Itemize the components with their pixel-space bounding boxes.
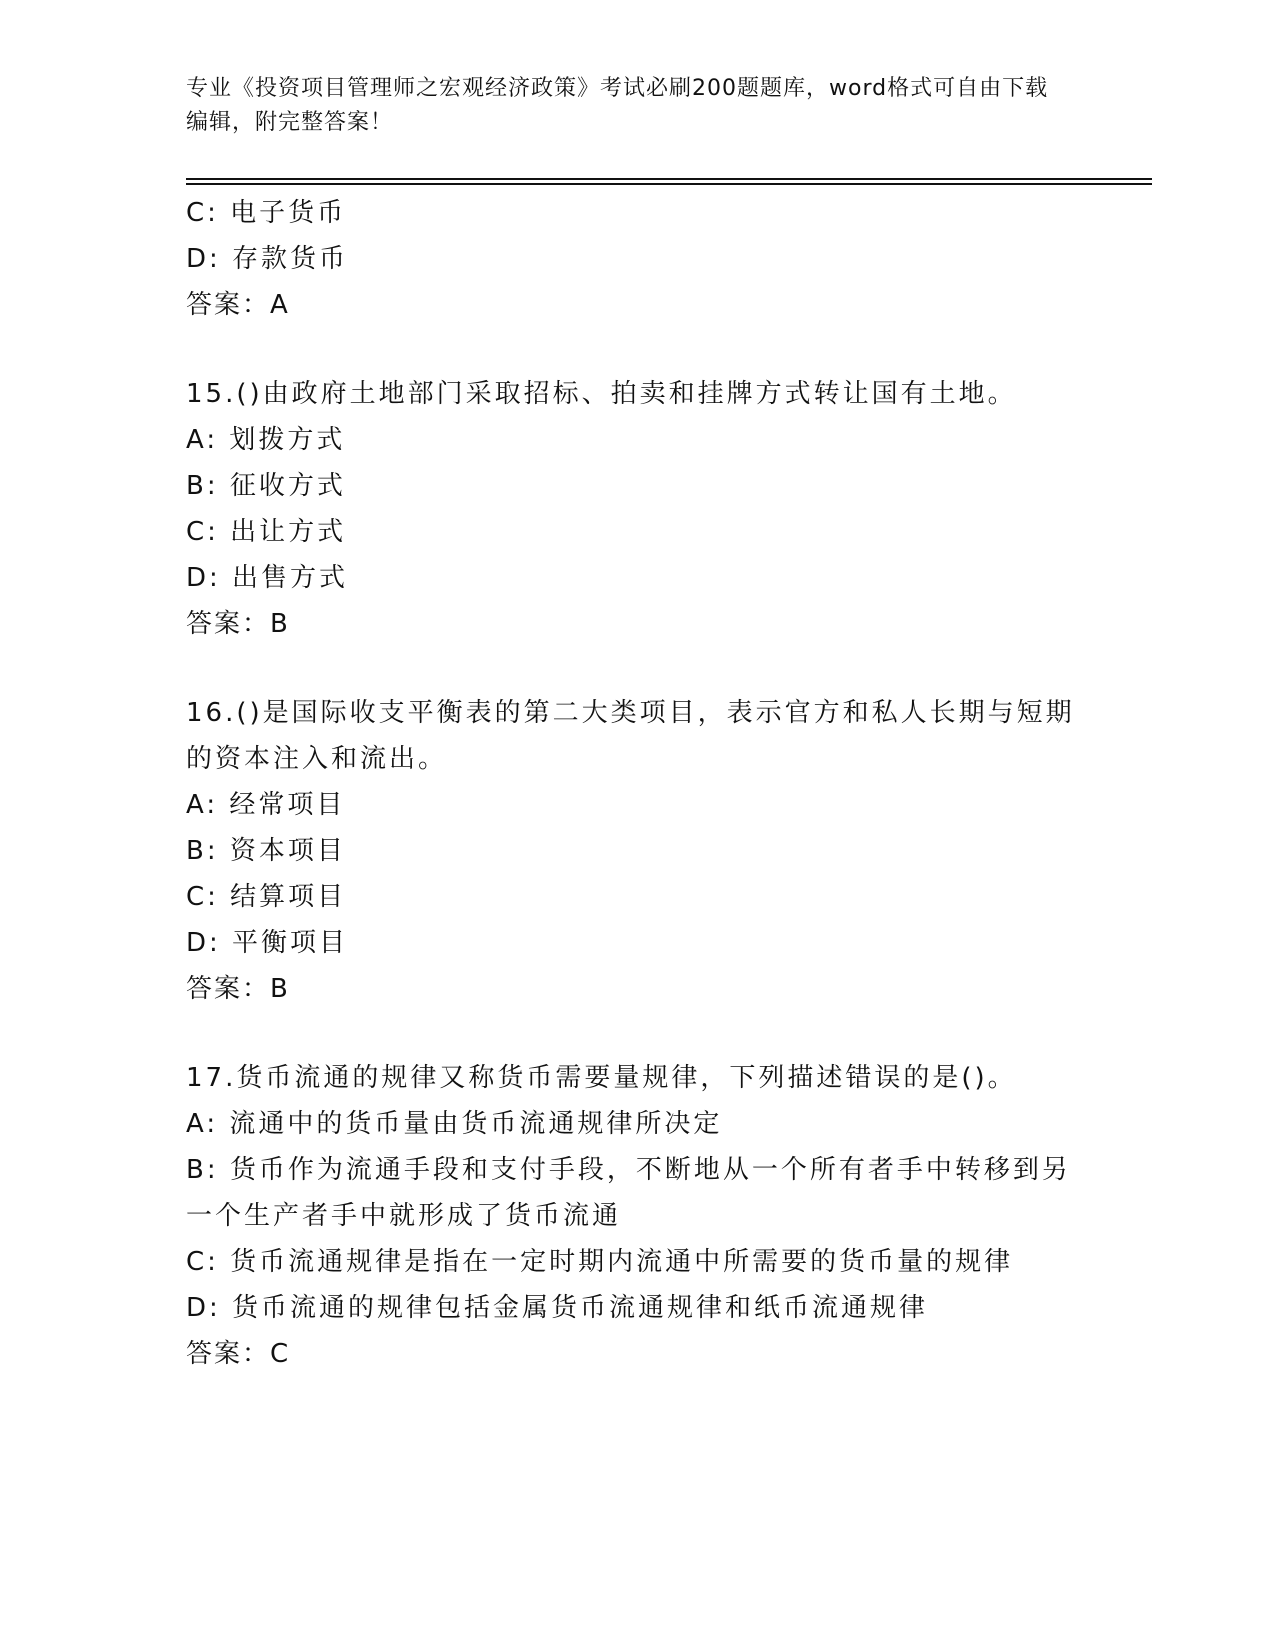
- option-c: C: 货币流通规律是指在一定时期内流通中所需要的货币量的规律: [186, 1247, 1014, 1277]
- option-a: A: 流通中的货币量由货币流通规律所决定: [186, 1109, 723, 1139]
- option-d: D: 货币流通的规律包括金属货币流通规律和纸币流通规律: [186, 1293, 929, 1323]
- answer: 答案：B: [186, 974, 290, 1004]
- option-b: B: 征收方式: [186, 471, 346, 501]
- question-list: [186, 190, 1086, 1377]
- question-15: [186, 371, 1086, 647]
- option-c: C: 电子货币: [186, 198, 347, 228]
- option-a: A: 划拨方式: [186, 425, 346, 455]
- option-d: D: 平衡项目: [186, 928, 349, 958]
- option-b: B: 货币作为流通手段和支付手段，不断地从一个所有者手中转移到另一个生产者手中就形成了货币流通: [186, 1155, 1071, 1231]
- question-text: 15.()由政府土地部门采取招标、拍卖和挂牌方式转让国有土地。: [186, 379, 1017, 409]
- option-c: C: 出让方式: [186, 517, 347, 547]
- question-16: [186, 690, 1086, 1012]
- question-text: 16.()是国际收支平衡表的第二大类项目，表示官方和私人长期与短期的资本注入和流出。: [186, 698, 1075, 774]
- document-header: 专业《投资项目管理师之宏观经济政策》考试必刷200题题库，word格式可自由下载编辑，附完整答案！: [186, 76, 1049, 135]
- option-d: D: 存款货币: [186, 244, 349, 274]
- option-b: B: 资本项目: [186, 836, 346, 866]
- answer: 答案：C: [186, 1339, 291, 1369]
- answer: 答案：B: [186, 609, 290, 639]
- option-c: C: 结算项目: [186, 882, 347, 912]
- option-a: A: 经常项目: [186, 790, 346, 820]
- previous-question-tail: [186, 190, 1086, 328]
- header-divider-bottom: [186, 183, 1152, 185]
- question-17: [186, 1055, 1086, 1377]
- option-d: D: 出售方式: [186, 563, 349, 593]
- header-divider-top: [186, 178, 1152, 180]
- question-text: 17.货币流通的规律又称货币需要量规律，下列描述错误的是()。: [186, 1063, 1017, 1093]
- answer: 答案：A: [186, 290, 290, 320]
